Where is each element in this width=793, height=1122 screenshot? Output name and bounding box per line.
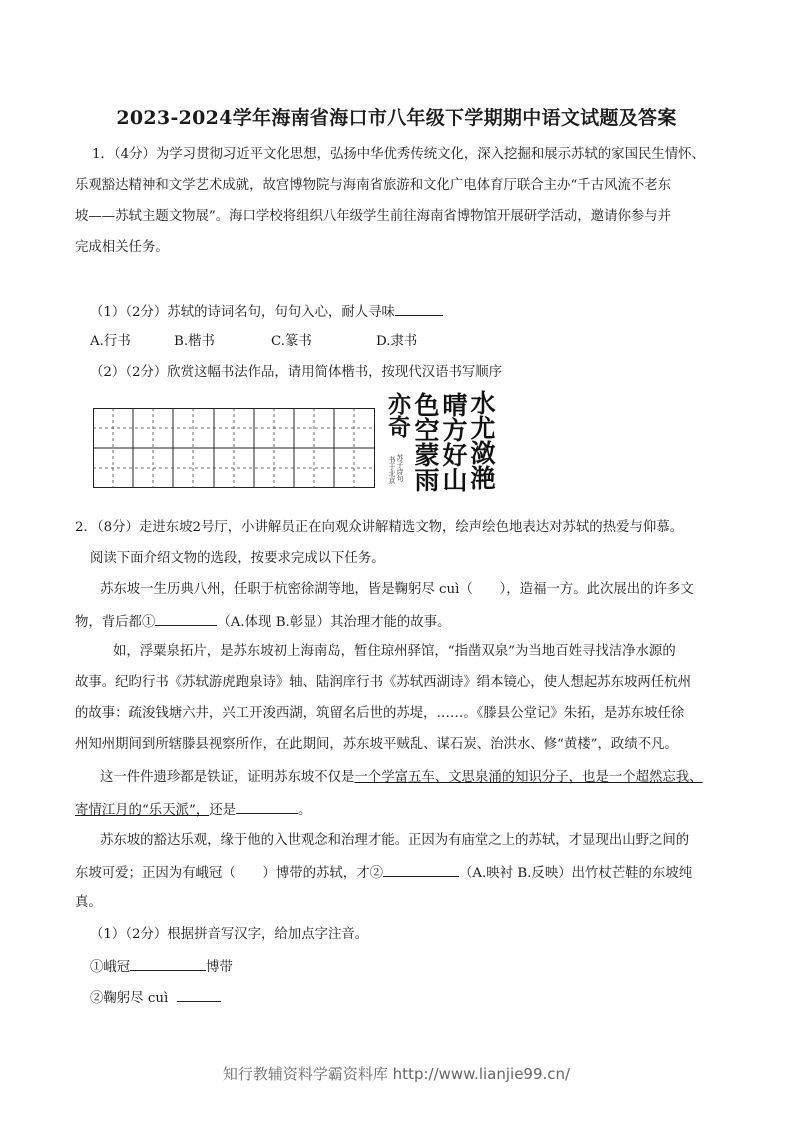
q2-p3-underlined-1: 一个学富五车、文思泉涌的知识分子，也是一个超然忘我、: [354, 770, 703, 785]
q2-item-1-blank[interactable]: [130, 956, 206, 971]
q2-line2: 阅读下面介绍文物的选段，按要求完成以下任务。: [90, 551, 385, 566]
calligraphy-inscription-2: 书于北京: [388, 456, 396, 484]
q1-sub1: [90, 301, 443, 323]
q2-sub1: （1）（2分）根据拼音写汉字，给加点字注音。: [90, 927, 369, 942]
calligraphy-artwork: [385, 390, 495, 505]
q2-p2-line3: 的故事：疏浚钱塘六井，兴工开浚西湖，筑留名后世的苏堤，……。《滕县公堂记》朱拓，是苏东坡任徐: [75, 706, 685, 721]
q2-p2-line2: 故事。纪昀行书《苏轼游虎跑泉诗》轴、陆润庠行书《苏轼西湖诗》绢本镜心，使人想起苏东坡两任杭州: [75, 675, 691, 690]
q2-p2-line1: 如，浮粟泉拓片，是苏东坡初上海南岛，暂住琼州驿馆，“指凿双泉”为当地百姓寻找洁净水源的: [113, 644, 676, 659]
calligraphy-col-2: 晴方好山: [439, 392, 468, 492]
q2-p3-line1: [100, 768, 703, 788]
page-title: 2023-2024学年海南省海口市八年级下学期期中语文试题及答案: [116, 107, 677, 129]
q2-item-1: [90, 956, 233, 978]
q2-p4-line2-post: （A.映衬 B.反映）出竹杖芒鞋的东坡纯: [458, 866, 693, 881]
q1-sub1-text: （1）（2分）苏轼的诗词名句，句句入心，耐人寻味: [90, 305, 395, 320]
q2-p1-line2-post: （A.体现 B.彰显）其治理才能的故事。: [217, 615, 451, 630]
q2-item-1-post: 博带: [206, 960, 233, 975]
q2-p3-line2-post: 。: [298, 803, 312, 818]
q2-p1-line2: [75, 611, 450, 633]
q1-line2: 乐观豁达精神和文学艺术成就，故宫博物院与海南省旅游和文化广电体育厅联合主办“千古风流不老东: [75, 178, 672, 193]
q2-p1-line1: 苏东坡一生历典八州，任职于杭密徐湖等地，皆是鞠躬尽 cuì（ ），造福一方。此次展出的许多文: [100, 582, 694, 597]
calligraphy-col-1: 水尤潋滟: [467, 390, 496, 490]
calligraphy-inscription-1: 苏子诗句: [396, 454, 404, 482]
q1-sub2: （2）（2分）欣赏这幅书法作品，请用简体楷书，按现代汉语书写顺序: [90, 365, 503, 380]
q2-blank-2[interactable]: [383, 862, 459, 877]
q2-blank-1[interactable]: [155, 611, 217, 626]
q2-p2-line4: 州知州期间到所辖滕县视察所作，在此期间，苏东坡平贼乱、谋石炭、治洪水、修“黄楼”，政绩不凡。: [75, 737, 678, 752]
q1-option-c[interactable]: C.篆书: [271, 334, 312, 349]
q2-p4-line1: 苏东坡的豁达乐观，缘于他的入世观念和治理才能。正因为有庙堂之上的苏轼，才显现出山野之间的: [100, 833, 690, 848]
q2-item-2: [90, 987, 221, 1009]
q1-option-a[interactable]: A.行书: [90, 334, 131, 349]
q1-line4: 完成相关任务。: [75, 240, 169, 255]
page-footer: 知行教辅资料学霸资料库 http://www.lianjie99.cn/: [222, 1065, 571, 1083]
q1-line3: 坡——苏轼主题文物展”。海口学校将组织八年级学生前往海南省博物馆开展研学活动，邀请你参与并: [75, 209, 672, 224]
q2-blank-answer[interactable]: [236, 799, 298, 814]
q2-item-2-text: ②鞠躬尽 cuì: [90, 991, 169, 1006]
q2-p4-line3: 真。: [75, 895, 102, 910]
q2-line1: 2．（8分）走进东坡2号厅，小讲解员正在向观众讲解精选文物，绘声绘色地表达对苏轼的热爱与仰慕。: [75, 520, 684, 535]
q2-p3-line1-pre: 这一件件遗珍都是铁证，证明苏东坡不仅是: [100, 770, 355, 785]
q2-item-2-blank[interactable]: [177, 987, 221, 1002]
calligraphy-col-4: 亦奇: [384, 392, 410, 438]
writing-grid[interactable]: [93, 408, 375, 488]
q2-p4-line2: [75, 862, 692, 884]
q2-p1-line2-pre: 物，背后都①: [75, 615, 156, 630]
q1-option-d[interactable]: D.隶书: [376, 334, 418, 349]
q2-item-1-pre: ①峨冠: [90, 960, 131, 975]
q1-option-b[interactable]: B.楷书: [174, 334, 215, 349]
q2-p3-line2-mid: 还是: [209, 803, 236, 818]
q1-line1: 1．（4分）为学习贯彻习近平文化思想，弘扬中华优秀传统文化，深入挖掘和展示苏轼的家国民生情怀、: [92, 147, 705, 162]
q2-p4-line2-pre: 东坡可爱；正因为有峨冠（ ）博带的苏轼，才②: [75, 866, 383, 881]
calligraphy-col-3: 色空蒙雨: [411, 392, 440, 492]
q1-sub1-answer-blank[interactable]: [395, 301, 443, 316]
q2-p3-underlined-2: 寄情江月的“乐天派”，: [75, 803, 210, 818]
q2-p3-line2: [75, 799, 311, 821]
